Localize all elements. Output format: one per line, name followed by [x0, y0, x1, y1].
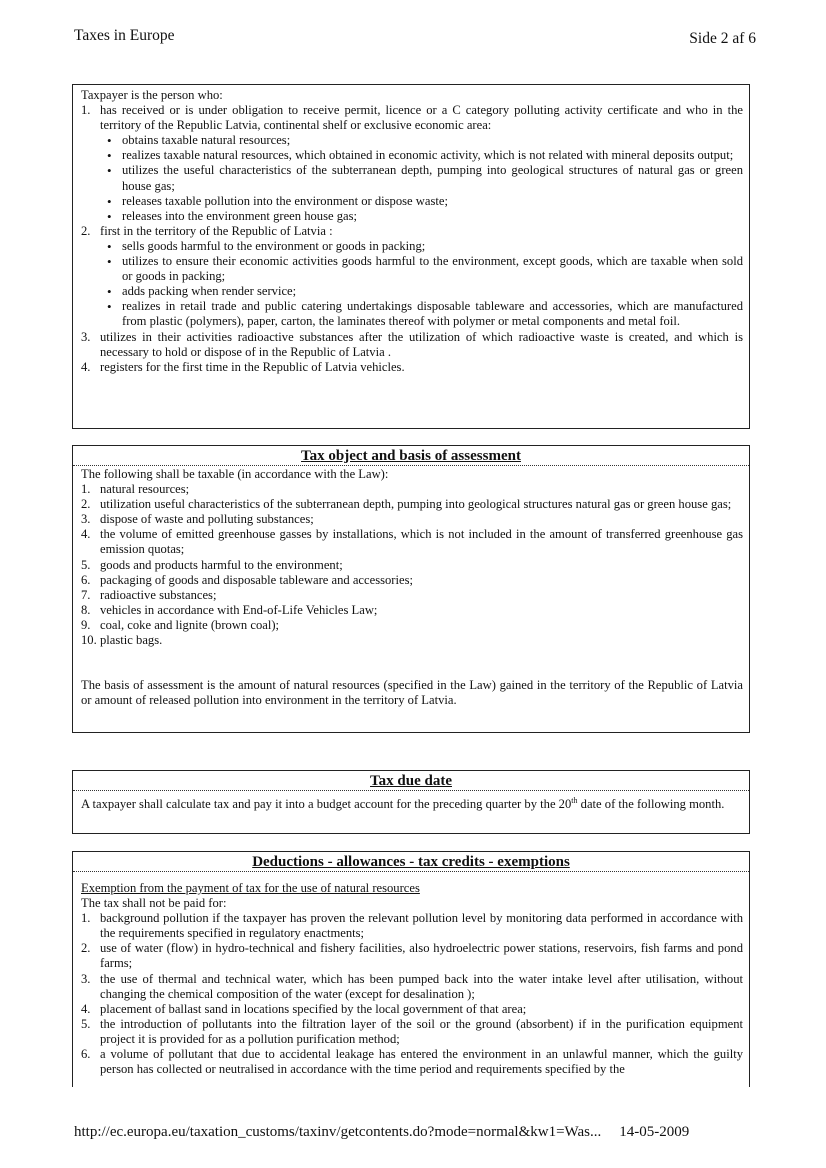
list-item: 4. registers for the first time in the Republic of Latvia vehicles. — [81, 359, 405, 374]
tax-due-text: A taxpayer shall calculate tax and pay it into a budget account for the preceding quarter by the 20th date of the following month. — [81, 795, 725, 811]
list-item: 5. the introduction of pollutants into the filtration layer of the soil or the ground (absorbent) if in the purification equipment project it is provided for as a pollution purification method; — [81, 1016, 743, 1046]
basis-of-assessment: The basis of assessment is the amount of natural resources (specified in the Law) gained in the territory of the Republic of Latvia or amount of released pollution into environment in the territory of Latvia. — [81, 678, 743, 708]
list-item: 4. placement of ballast sand in locations specified by the local government of that area; — [81, 1001, 527, 1016]
list-item: 6. packaging of goods and disposable tableware and accessories; — [81, 572, 413, 587]
list-item: 3. utilizes in their activities radioactive substances after the utilization of which radioactive waste is created, and which is necessary to hold or dispose of in the Republic of Latvia . — [81, 329, 743, 359]
exemptions-list — [81, 911, 743, 1077]
list-item: 2. first in the territory of the Republic of Latvia : • sells goods harmful to the environment or goods in packing; • utilizes to ensure their economic activities goods harmful to the environment, except goods, which are taxable when sold or goods in packing; • adds packing when render service; • realizes in retail trade and public catering undertakings disposable tableware and accessories, which are manufactured from plastic (polymers), paper, carton, the laminates thereof with polymer or metal components and metal foil. — [81, 224, 743, 330]
tax-object-list — [81, 482, 743, 648]
section-title: Tax object and basis of assessment — [73, 446, 749, 466]
bullet-item: • sells goods harmful to the environment or goods in packing; — [81, 239, 743, 254]
list-item: 7. radioactive substances; — [81, 587, 217, 602]
bullet-item: • realizes in retail trade and public catering undertakings disposable tableware and accessories, which are manufactured from plastic (polymers), paper, carton, the laminates thereof with polymer or metal components and metal foil. — [81, 299, 743, 329]
source-url: http://ec.europa.eu/taxation_customs/taxinv/getcontents.do?mode=normal&kw1=Was... — [74, 1124, 602, 1140]
header-title: Taxes in Europe — [74, 27, 175, 44]
list-item: 8. vehicles in accordance with End-of-Life Vehicles Law; — [81, 602, 378, 617]
section-title: Tax due date — [73, 771, 749, 791]
page-number: Side 2 af 6 — [689, 30, 756, 47]
tax-object-intro: The following shall be taxable (in accordance with the Law): — [81, 467, 389, 481]
bullet-item: • utilizes the useful characteristics of the subterranean depth, pumping into geological structures of natural gas or green house gas; — [81, 163, 743, 193]
taxpayer-box — [72, 84, 750, 429]
list-item: 1. has received or is under obligation to receive permit, licence or a C category polluting activity certificate and who in the territory of the Republic Latvia, continental shelf or exclusive economic area: • obtains taxable natural resources; • realizes taxable natural resources, which obtained in economic activity, which is not related with mineral deposits output; • utilizes the useful characteristics of the subterranean depth, pumping into geological structures of natural gas or green house gas; • releases taxable pollution into the environment or dispose waste; • releases into the environment green house gas; — [81, 103, 743, 224]
bullet-item: • releases into the environment green house gas; — [81, 209, 743, 224]
section-title: Deductions - allowances - tax credits - exemptions — [73, 852, 749, 872]
list-item: 3. dispose of waste and polluting substances; — [81, 512, 314, 527]
list-item: 6. a volume of pollutant that due to accidental leakage has entered the environment in an unlawful manner, which the guilty person has collected or neutralised in accordance with the time period and requirements specified by the — [81, 1047, 743, 1077]
bullet-item: • utilizes to ensure their economic activities goods harmful to the environment, except goods, which are taxable when sold or goods in packing; — [81, 254, 743, 284]
bullet-item: • adds packing when render service; — [81, 284, 743, 299]
bullet-item: • releases taxable pollution into the environment or dispose waste; — [81, 194, 743, 209]
bullet-item: • obtains taxable natural resources; — [81, 133, 743, 148]
page-footer — [74, 1124, 689, 1141]
taxpayer-list — [81, 103, 743, 375]
list-item: 1. natural resources; — [81, 482, 190, 497]
deductions-intro: The tax shall not be paid for: — [81, 896, 227, 911]
list-item: 4. the volume of emitted greenhouse gasses by installations, which is not included in the amount of transferred greenhouse gas emission quotas; — [81, 527, 743, 557]
print-date: 14-05-2009 — [619, 1124, 690, 1140]
list-item: 5. goods and products harmful to the environment; — [81, 557, 343, 572]
deductions-subtitle: Exemption from the payment of tax for the use of natural resources — [81, 881, 420, 895]
list-item: 10. plastic bags. — [81, 633, 163, 648]
tax-object-box — [72, 445, 750, 733]
list-item: 3. the use of thermal and technical water, which has been pumped back into the water intake level after utilisation, without changing the chemical composition of the water (except for desalination ); — [81, 971, 743, 1001]
deductions-box — [72, 851, 750, 1087]
list-item: 2. utilization useful characteristics of the subterranean depth, pumping into geological structures natural gas or green house gas; — [81, 497, 732, 512]
tax-due-box — [72, 770, 750, 834]
taxpayer-intro: Taxpayer is the person who: — [81, 88, 223, 102]
list-item: 1. background pollution if the taxpayer has proven the relevant pollution level by monitoring data performed in accordance with the requirements specified in regulatory enactments; — [81, 911, 743, 941]
bullet-item: • realizes taxable natural resources, which obtained in economic activity, which is not related with mineral deposits output; — [81, 148, 743, 163]
list-item: 2. use of water (flow) in hydro-technical and fishery facilities, also hydroelectric power stations, reservoirs, fish farms and pond farms; — [81, 941, 743, 971]
list-item: 9. coal, coke and lignite (brown coal); — [81, 617, 280, 632]
